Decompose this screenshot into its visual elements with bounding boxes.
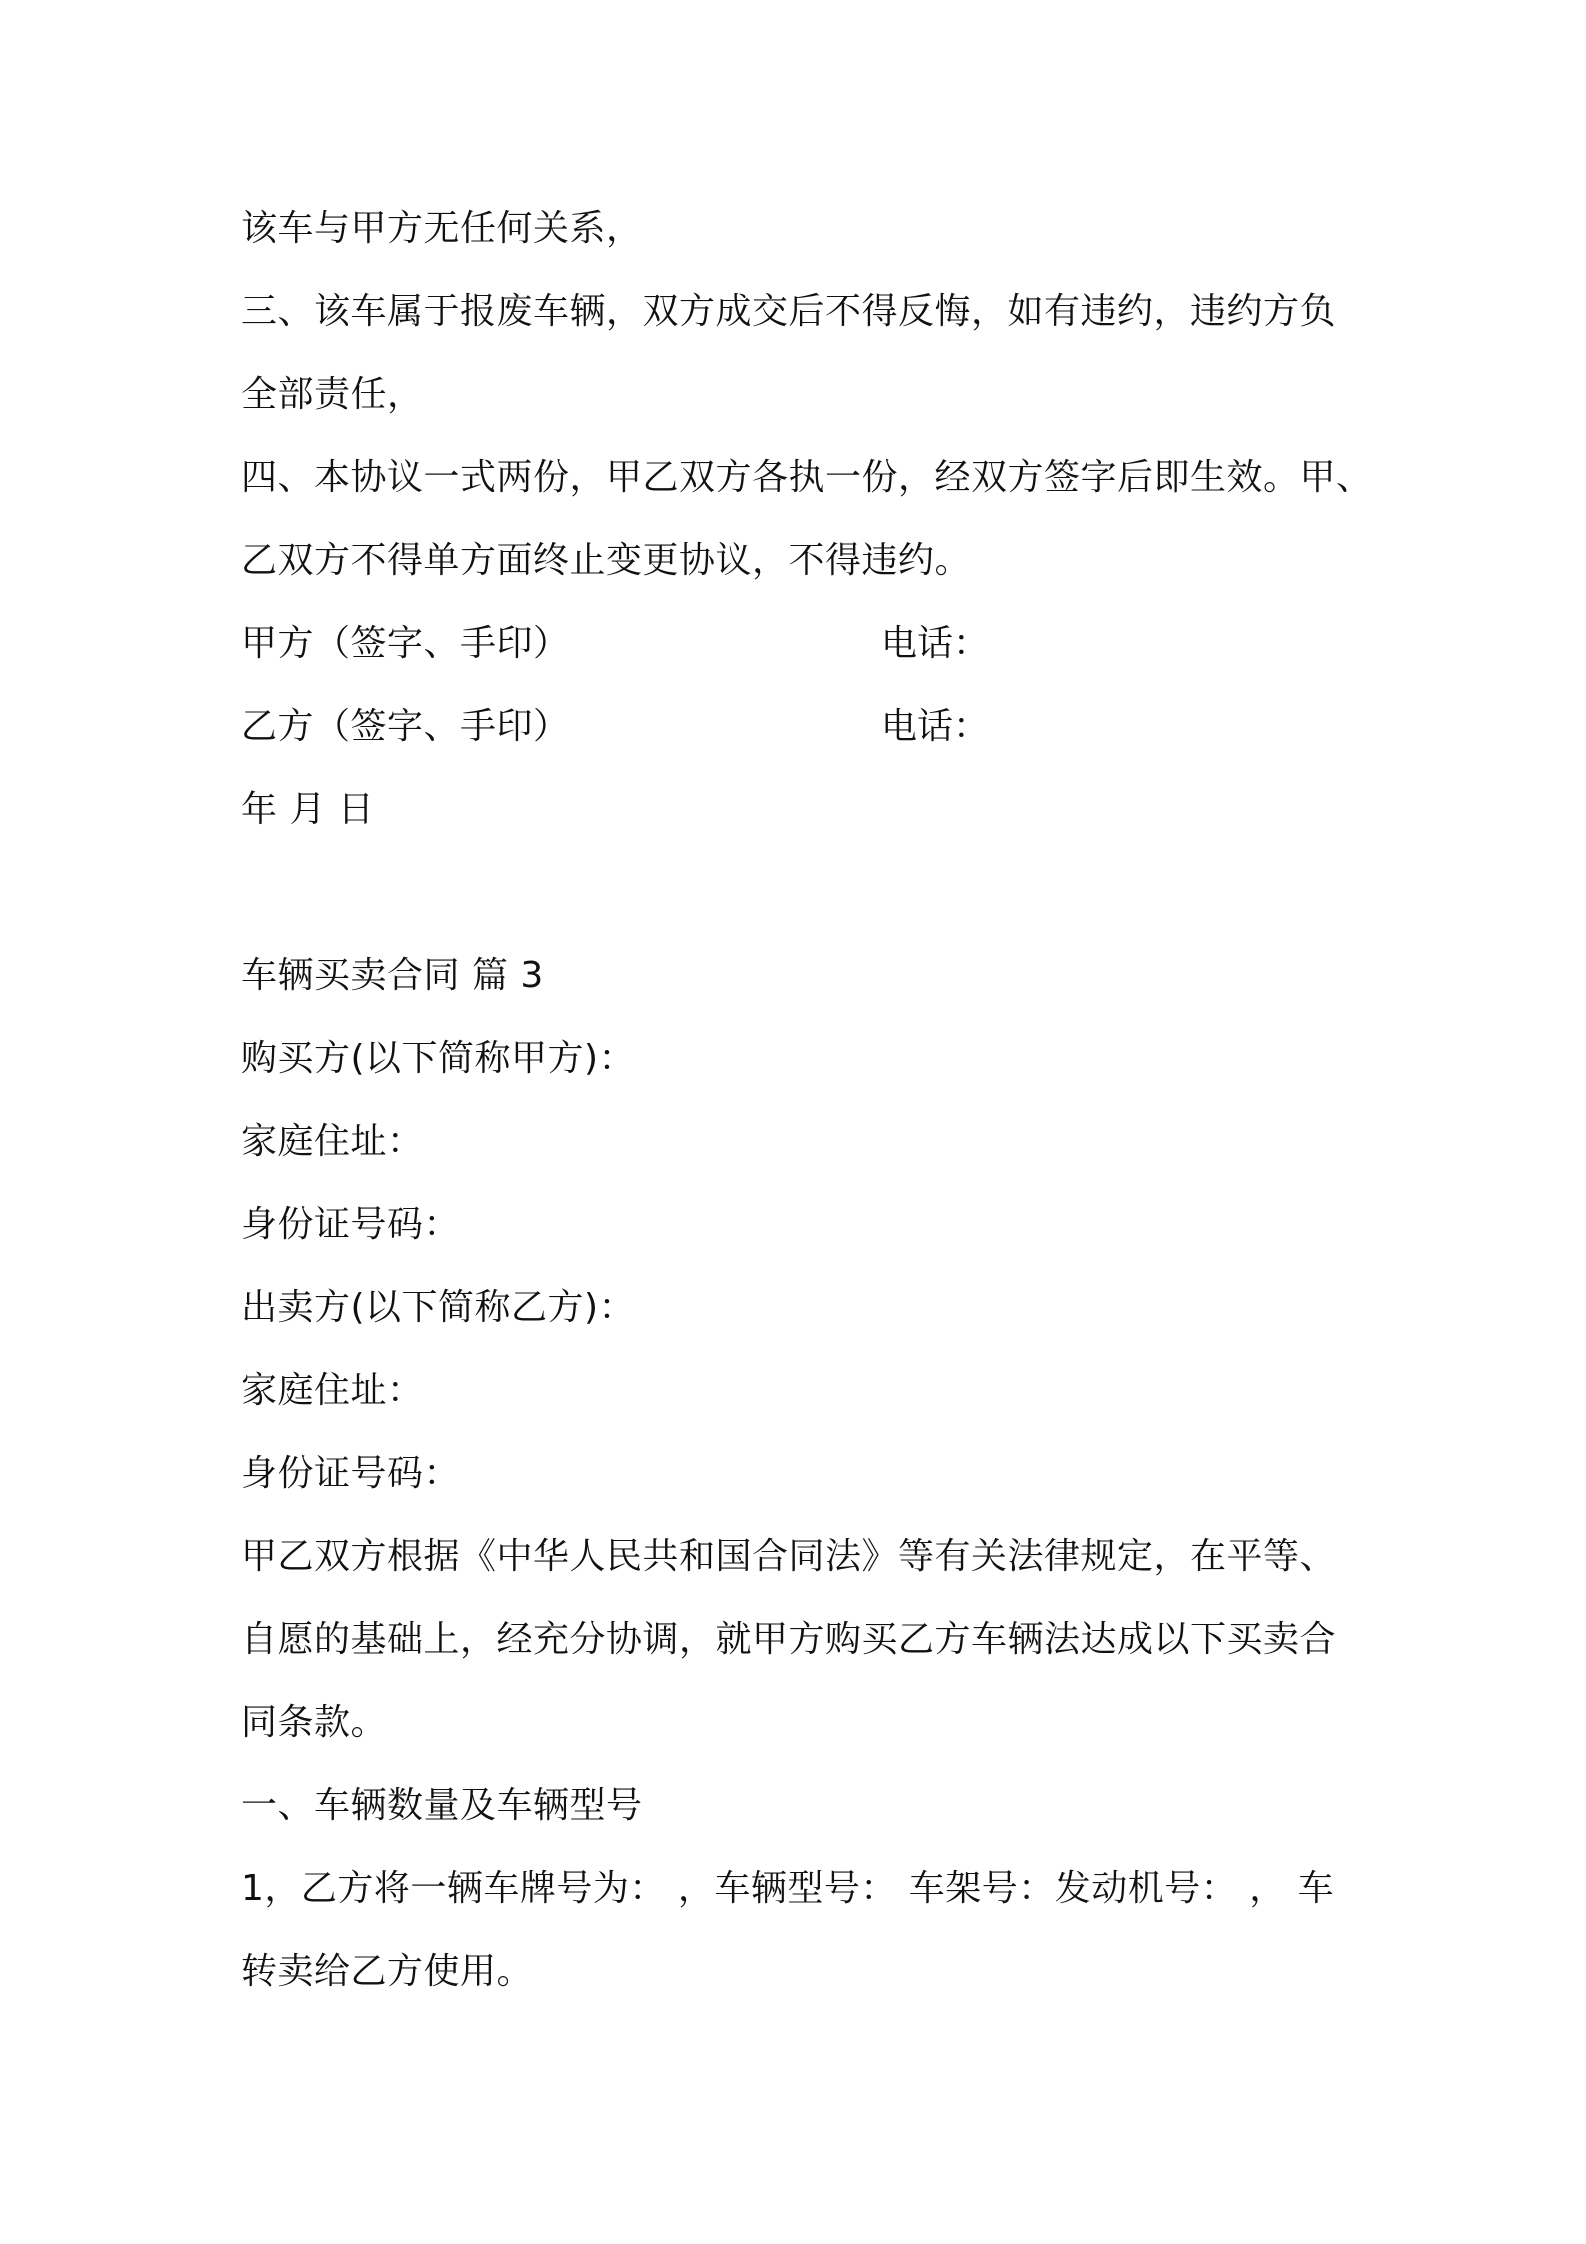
text-line: 乙双方不得单方面终止变更协议，不得违约。	[241, 540, 972, 581]
text-line: 身份证号码：	[241, 1453, 461, 1494]
party-b-signature-label: 乙方（签字、手印）	[241, 706, 570, 747]
text-line: 自愿的基础上，经充分协调，就甲方购买乙方车辆法达成以下买卖合	[241, 1619, 1337, 1660]
text-line: 甲乙双方根据《中华人民共和国合同法》等有关法律规定，在平等、	[241, 1536, 1337, 1577]
text-line: 该车与甲方无任何关系，	[241, 208, 643, 249]
text-line: 身份证号码：	[241, 1204, 461, 1245]
clause-heading: 一、车辆数量及车辆型号	[241, 1785, 643, 1826]
text-line: 同条款。	[241, 1702, 388, 1743]
section-title: 车辆买卖合同 篇 3	[241, 955, 544, 996]
text-line: 全部责任，	[241, 374, 424, 415]
text-line: 四、本协议一式两份，甲乙双方各执一份，经双方签字后即生效。甲、	[241, 457, 1373, 498]
date-line: 年 月 日	[241, 789, 375, 830]
text-line: 1，乙方将一辆车牌号为： ，车辆型号： 车架号：发动机号： ， 车	[241, 1868, 1335, 1909]
text-line: 家庭住址：	[241, 1370, 424, 1411]
text-line: 家庭住址：	[241, 1121, 424, 1162]
party-a-signature-label: 甲方（签字、手印）	[241, 623, 570, 664]
text-line: 转卖给乙方使用。	[241, 1951, 534, 1992]
party-a-phone-label: 电话：	[881, 623, 990, 664]
text-line: 出卖方(以下简称乙方)：	[241, 1287, 636, 1328]
text-line: 三、该车属于报废车辆，双方成交后不得反悔，如有违约，违约方负	[241, 291, 1337, 332]
text-line: 购买方(以下简称甲方)：	[241, 1038, 636, 1079]
party-b-phone-label: 电话：	[881, 706, 990, 747]
